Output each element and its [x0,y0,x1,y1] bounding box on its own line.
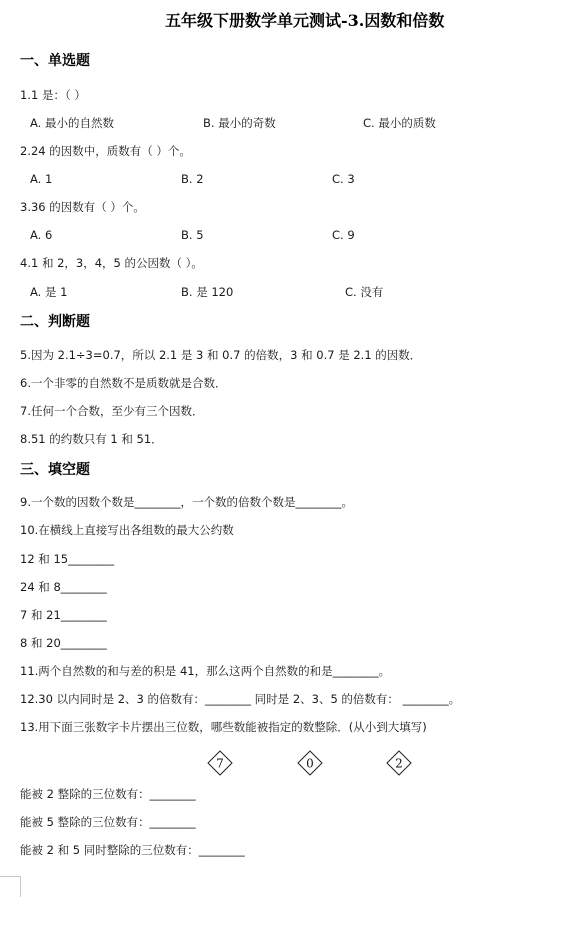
question-5: 5.因为 2.1÷3=0.7，所以 2.1 是 3 和 0.7 的倍数，3 和 0.7 是 2.1 的因数． [20,348,422,362]
option-2a: A. 1 [30,172,53,186]
question-10-item-4: 8 和 20________ [20,636,107,650]
question-11: 11.两个自然数的和与差的积是 41，那么这两个自然数的和是________。 [20,664,391,678]
section-heading-fill-blank: 三、填空题 [20,462,90,478]
section-heading-single-choice: 一、单选题 [20,53,90,69]
question-6: 6.一个非零的自然数不是质数就是合数． [20,376,227,390]
option-1a: A. 最小的自然数 [30,116,114,130]
page-title: 五年级下册数学单元测试-3.因数和倍数 [165,11,445,30]
option-3a: A. 6 [30,228,53,242]
question-10: 10.在横线上直接写出各组数的最大公约数 [20,523,234,537]
question-3: 3.36 的因数有（ ）个。 [20,200,145,214]
digit-card-7 [207,750,233,776]
digit-cards [0,747,577,779]
question-12: 12.30 以内同时是 2、3 的倍数有：________ 同时是 2、3、5 的倍数有： ________。 [20,692,461,706]
question-13: 13.用下面三张数字卡片摆出三位数，哪些数能被指定的数整除．(从小到大填写) [20,720,427,734]
svg-text:7: 7 [216,756,224,771]
option-2c: C. 3 [332,172,355,186]
question-8: 8.51 的约数只有 1 和 51． [20,432,163,446]
question-10-item-1: 12 和 15________ [20,552,115,566]
question-4: 4.1 和 2，3，4，5 的公因数（ ）。 [20,256,203,270]
question-10-item-3: 7 和 21________ [20,608,107,622]
page-corner-mark [0,876,21,897]
question-10-item-2: 24 和 8________ [20,580,107,594]
digit-card-2 [386,750,412,776]
svg-text:0: 0 [306,756,314,771]
question-1: 1.1 是：（ ） [20,88,86,102]
option-4c: C. 没有 [345,285,384,299]
option-3c: C. 9 [332,228,355,242]
question-7: 7.任何一个合数，至少有三个因数． [20,404,204,418]
question-2: 2.24 的因数中，质数有（ ）个。 [20,144,191,158]
question-13-item-3: 能被 2 和 5 同时整除的三位数有：________ [20,843,245,857]
option-2b: B. 2 [181,172,204,186]
option-1c: C. 最小的质数 [363,116,436,130]
svg-text:2: 2 [395,756,403,771]
option-4a: A. 是 1 [30,285,68,299]
section-heading-true-false: 二、判断题 [20,314,90,330]
question-9: 9.一个数的因数个数是________，一个数的倍数个数是________。 [20,495,353,509]
option-1b: B. 最小的奇数 [203,116,276,130]
digit-card-0 [297,750,323,776]
option-4b: B. 是 120 [181,285,234,299]
question-13-item-1: 能被 2 整除的三位数有：________ [20,787,196,801]
question-13-item-2: 能被 5 整除的三位数有：________ [20,815,196,829]
option-3b: B. 5 [181,228,204,242]
